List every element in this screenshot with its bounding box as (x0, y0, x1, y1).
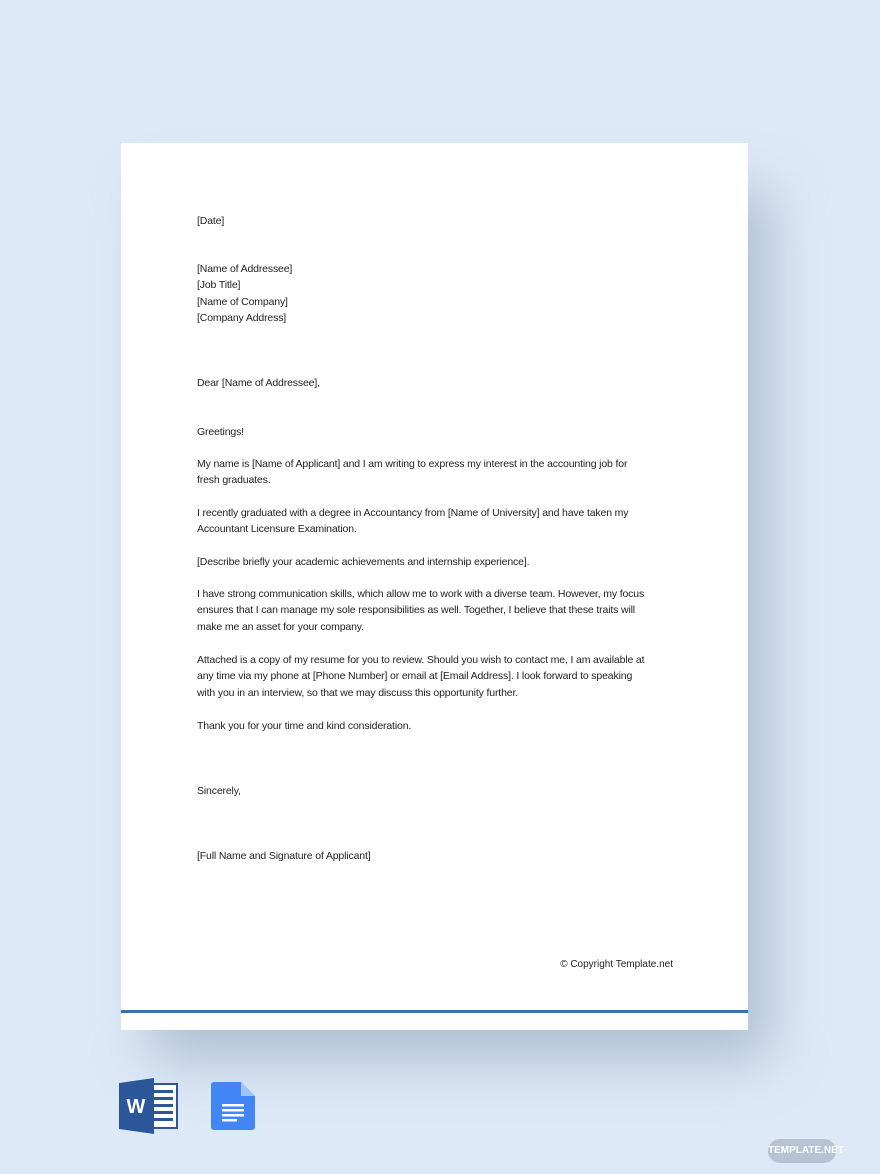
paragraph-line: any time via my phone at [Phone Number] or email at [Email Address]. I look forward to speaking (197, 670, 633, 683)
paragraph-3 (197, 554, 529, 570)
salutation: Dear [Name of Addressee], (197, 377, 320, 389)
copyright-text: © Copyright Template.net (560, 959, 673, 970)
addressee-block (197, 261, 292, 327)
google-docs-icon[interactable] (211, 1082, 255, 1135)
addressee-line: [Name of Company] (197, 295, 288, 308)
ms-word-icon[interactable] (119, 1078, 179, 1139)
paragraph-line: [Describe briefly your academic achievements and internship experience]. (197, 556, 530, 568)
paragraph-6 (197, 718, 411, 734)
paragraph-line: with you in an interview, so that we may discuss this opportunity further. (197, 686, 518, 699)
paragraph-line: make me an asset for your company. (197, 620, 364, 633)
paragraph-line: Attached is a copy of my resume for you to review. Should you wish to contact me, I am available at (197, 654, 645, 666)
greeting: Greetings! (197, 426, 244, 438)
letter-page (121, 143, 748, 1030)
paragraph-line: I recently graduated with a degree in Accountancy from [Name of University] and have taken my (197, 507, 629, 519)
paragraph-5 (197, 652, 644, 701)
addressee-line: [Job Title] (197, 279, 241, 292)
paragraph-line: My name is [Name of Applicant] and I am writing to express my interest in the accounting job for (197, 458, 628, 470)
addressee-line: [Name of Addressee] (197, 263, 293, 275)
paragraph-line: fresh graduates. (197, 474, 271, 487)
paragraph-2 (197, 505, 628, 538)
signature-line: [Full Name and Signature of Applicant] (197, 850, 371, 862)
paragraph-line: I have strong communication skills, which allow me to work with a diverse team. However, my focus (197, 588, 645, 600)
addressee-line: [Company Address] (197, 312, 287, 325)
paragraph-1 (197, 456, 627, 489)
word-letter: W (126, 1096, 146, 1118)
date-line: [Date] (197, 215, 225, 227)
paragraph-line: Thank you for your time and kind consideration. (197, 720, 412, 732)
paragraph-4 (197, 586, 644, 635)
closing: Sincerely, (197, 785, 241, 797)
footer-accent-line (121, 1010, 748, 1013)
paragraph-line: ensures that I can manage my sole responsibilities as well. Together, I believe that these traits will (197, 604, 635, 617)
template-net-badge[interactable]: TEMPLATE.NET (768, 1139, 836, 1163)
paragraph-line: Accountant Licensure Examination. (197, 523, 357, 536)
